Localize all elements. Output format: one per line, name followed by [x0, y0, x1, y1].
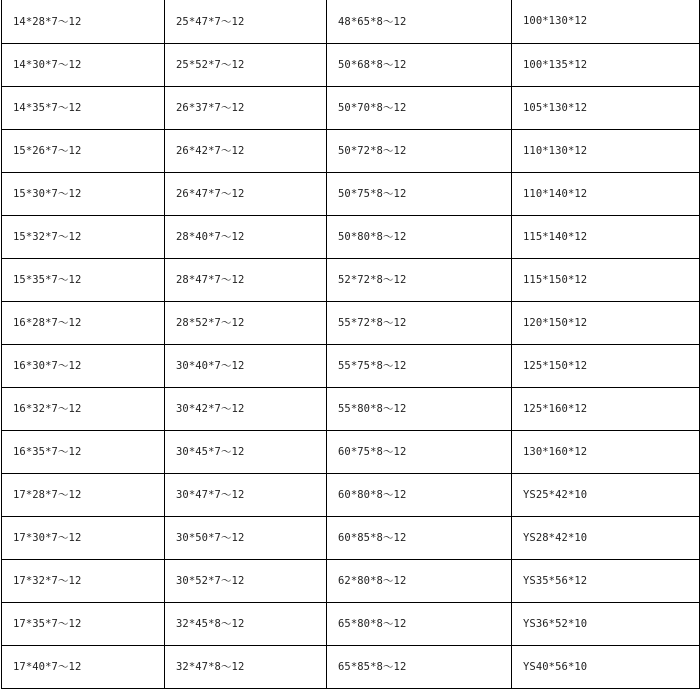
table-cell: 52*72*8～12 — [327, 258, 512, 301]
table-cell: 65*85*8～12 — [327, 645, 512, 688]
table-cell: 60*85*8～12 — [327, 516, 512, 559]
table-cell: 50*80*8～12 — [327, 215, 512, 258]
table-cell: 60*80*8～12 — [327, 473, 512, 516]
table-row — [2, 215, 700, 258]
size-spec-table — [1, 0, 700, 689]
table-cell: 55*72*8～12 — [327, 301, 512, 344]
table-cell: YS35*56*12 — [512, 559, 700, 602]
table-cell: 14*30*7～12 — [2, 43, 165, 86]
table-row — [2, 86, 700, 129]
table-cell: 65*80*8～12 — [327, 602, 512, 645]
table-cell: 120*150*12 — [512, 301, 700, 344]
table-cell: 15*26*7～12 — [2, 129, 165, 172]
table-row — [2, 473, 700, 516]
table-row — [2, 602, 700, 645]
table-cell: 100*135*12 — [512, 43, 700, 86]
table-cell: 62*80*8～12 — [327, 559, 512, 602]
table-cell: 30*45*7～12 — [165, 430, 327, 473]
table-cell: 30*40*7～12 — [165, 344, 327, 387]
table-cell: 28*40*7～12 — [165, 215, 327, 258]
table-cell: 115*140*12 — [512, 215, 700, 258]
table-cell: 32*45*8～12 — [165, 602, 327, 645]
table-cell: 125*160*12 — [512, 387, 700, 430]
table-cell: 16*30*7～12 — [2, 344, 165, 387]
table-cell: 16*28*7～12 — [2, 301, 165, 344]
table-row — [2, 645, 700, 688]
table-cell: 26*37*7～12 — [165, 86, 327, 129]
table-cell: 30*52*7～12 — [165, 559, 327, 602]
table-cell: YS40*56*10 — [512, 645, 700, 688]
table-row — [2, 43, 700, 86]
table-cell: 55*75*8～12 — [327, 344, 512, 387]
table-cell: 15*30*7～12 — [2, 172, 165, 215]
table-cell: 60*75*8～12 — [327, 430, 512, 473]
table-cell: 17*40*7～12 — [2, 645, 165, 688]
table-cell: 110*140*12 — [512, 172, 700, 215]
table-cell: 28*52*7～12 — [165, 301, 327, 344]
table-cell: 32*47*8～12 — [165, 645, 327, 688]
table-row — [2, 301, 700, 344]
table-row — [2, 430, 700, 473]
table-cell: 16*32*7～12 — [2, 387, 165, 430]
table-cell: 25*52*7～12 — [165, 43, 327, 86]
table-row — [2, 129, 700, 172]
table-cell: 30*42*7～12 — [165, 387, 327, 430]
table-cell: 50*70*8～12 — [327, 86, 512, 129]
table-cell: 130*160*12 — [512, 430, 700, 473]
table-cell: 15*32*7～12 — [2, 215, 165, 258]
table-cell: 14*28*7～12 — [2, 0, 165, 43]
table-cell: 55*80*8～12 — [327, 387, 512, 430]
table-cell: 125*150*12 — [512, 344, 700, 387]
table-cell: 110*130*12 — [512, 129, 700, 172]
table-cell: 16*35*7～12 — [2, 430, 165, 473]
table-cell: 115*150*12 — [512, 258, 700, 301]
table-row — [2, 0, 700, 43]
table-cell: 17*30*7～12 — [2, 516, 165, 559]
table-cell: 50*72*8～12 — [327, 129, 512, 172]
size-spec-table-body — [2, 0, 700, 688]
table-cell: 105*130*12 — [512, 86, 700, 129]
table-row — [2, 258, 700, 301]
table-cell: 30*50*7～12 — [165, 516, 327, 559]
table-cell: 17*35*7～12 — [2, 602, 165, 645]
table-cell: 17*32*7～12 — [2, 559, 165, 602]
table-row — [2, 387, 700, 430]
table-cell: YS25*42*10 — [512, 473, 700, 516]
table-cell: 30*47*7～12 — [165, 473, 327, 516]
table-cell: YS36*52*10 — [512, 602, 700, 645]
table-cell: 48*65*8～12 — [327, 0, 512, 43]
table-row — [2, 172, 700, 215]
table-cell: 17*28*7～12 — [2, 473, 165, 516]
table-cell: 26*47*7～12 — [165, 172, 327, 215]
table-cell: 26*42*7～12 — [165, 129, 327, 172]
table-cell: YS28*42*10 — [512, 516, 700, 559]
table-row — [2, 344, 700, 387]
table-row — [2, 516, 700, 559]
table-cell: 15*35*7～12 — [2, 258, 165, 301]
table-cell: 25*47*7～12 — [165, 0, 327, 43]
table-cell: 50*68*8～12 — [327, 43, 512, 86]
table-cell: 100*130*12 — [512, 0, 700, 43]
table-row — [2, 559, 700, 602]
table-cell: 14*35*7～12 — [2, 86, 165, 129]
table-cell: 50*75*8～12 — [327, 172, 512, 215]
table-cell: 28*47*7～12 — [165, 258, 327, 301]
